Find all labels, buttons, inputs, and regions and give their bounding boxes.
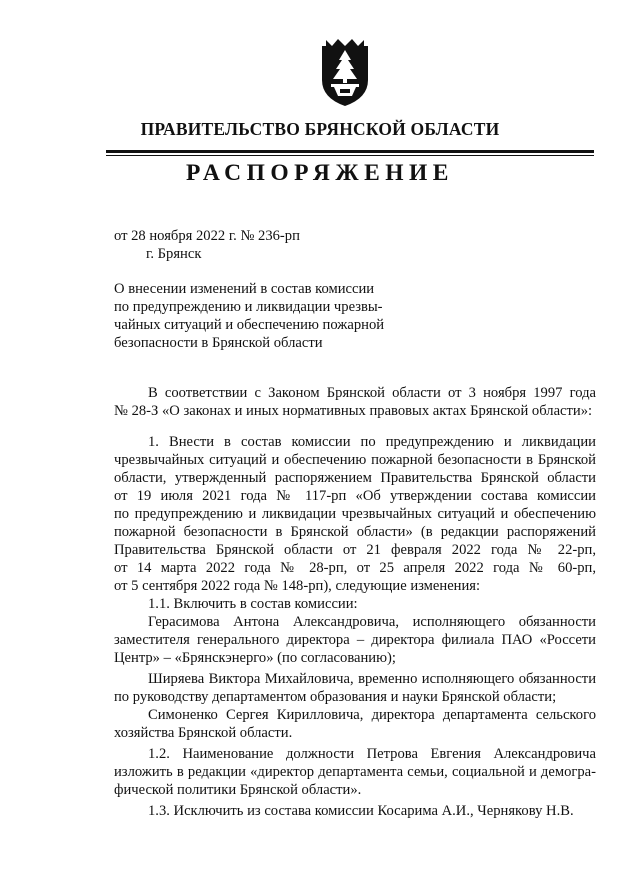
person-line: Симоненко Сергея Кирилловича, директора департамента сельского: [148, 707, 596, 723]
item-1-2-line: фической политики Брянской области».: [114, 782, 362, 798]
org-title: ПРАВИТЕЛЬСТВО БРЯНСКОЙ ОБЛАСТИ: [140, 119, 500, 139]
item-1-2-line: 1.2. Наименование должности Петрова Евгения Александровича: [148, 746, 596, 762]
person-line: Ширяева Виктора Михайловича, временно исполняющего обязанности: [148, 671, 596, 687]
item-1-line: 1. Внести в состав комиссии по предупреждению и ликвидации: [148, 434, 596, 450]
header-divider: [106, 150, 594, 153]
item-1-line: чрезвычайных ситуаций и обеспечению пожарной безопасности в Брянской: [114, 452, 596, 468]
item-1-line: от 19 июля 2021 года № 117-рп «Об утверждении состава комиссии: [114, 488, 596, 504]
preamble-line: № 28-З «О законах и иных нормативных правовых актах Брянской области»:: [114, 403, 593, 419]
item-1-3: 1.3. Исключить из состава комиссии Косарима А.И., Чернякову Н.В.: [148, 803, 574, 819]
item-1-line: пожарной безопасности в Брянской области» (в редакции распоряжений: [114, 524, 596, 540]
subject-line: безопасности в Брянской области: [114, 335, 323, 351]
item-1-line: области, утвержденный распоряжением Правительства Брянской области: [114, 470, 596, 486]
document-type: РАСПОРЯЖЕНИЕ: [186, 160, 454, 186]
preamble-line: В соответствии с Законом Брянской области от 3 ноября 1997 года: [148, 385, 596, 401]
person-line: хозяйства Брянской области.: [114, 725, 293, 741]
person-line: Центр» – «Брянскэнерго» (по согласованию);: [114, 650, 396, 666]
item-1-1: 1.1. Включить в состав комиссии:: [148, 596, 358, 612]
subject-line: по предупреждению и ликвидации чрезвы-: [114, 299, 383, 315]
person-line: заместителя генерального директора – директора филиала ПАО «Россети: [114, 632, 596, 648]
item-1-line: по предупреждению и ликвидации чрезвычайных ситуаций и обеспечению: [114, 506, 596, 522]
subject-line: чайных ситуаций и обеспечению пожарной: [114, 317, 385, 333]
city: г. Брянск: [146, 246, 202, 262]
item-1-line: Правительства Брянской области от 21 февраля 2022 года № 22-рп,: [114, 542, 596, 558]
bryansk-coat-of-arms-icon: [318, 36, 372, 108]
date-number: от 28 ноября 2022 г. № 236-рп: [114, 228, 300, 244]
item-1-line: от 14 марта 2022 года № 28-рп, от 25 апреля 2022 года № 60-рп,: [114, 560, 596, 576]
item-1-2-line: изложить в редакции «директор департамента семьи, социальной и демогра-: [114, 764, 596, 780]
person-line: Герасимова Антона Александровича, исполняющего обязанности: [148, 614, 596, 630]
person-line: по руководству департаментом образования и науки Брянской области;: [114, 689, 557, 705]
item-1-line: от 5 сентября 2022 года № 148-рп), следующие изменения:: [114, 578, 481, 594]
header-divider-thin: [106, 155, 594, 156]
subject-line: О внесении изменений в состав комиссии: [114, 281, 375, 297]
